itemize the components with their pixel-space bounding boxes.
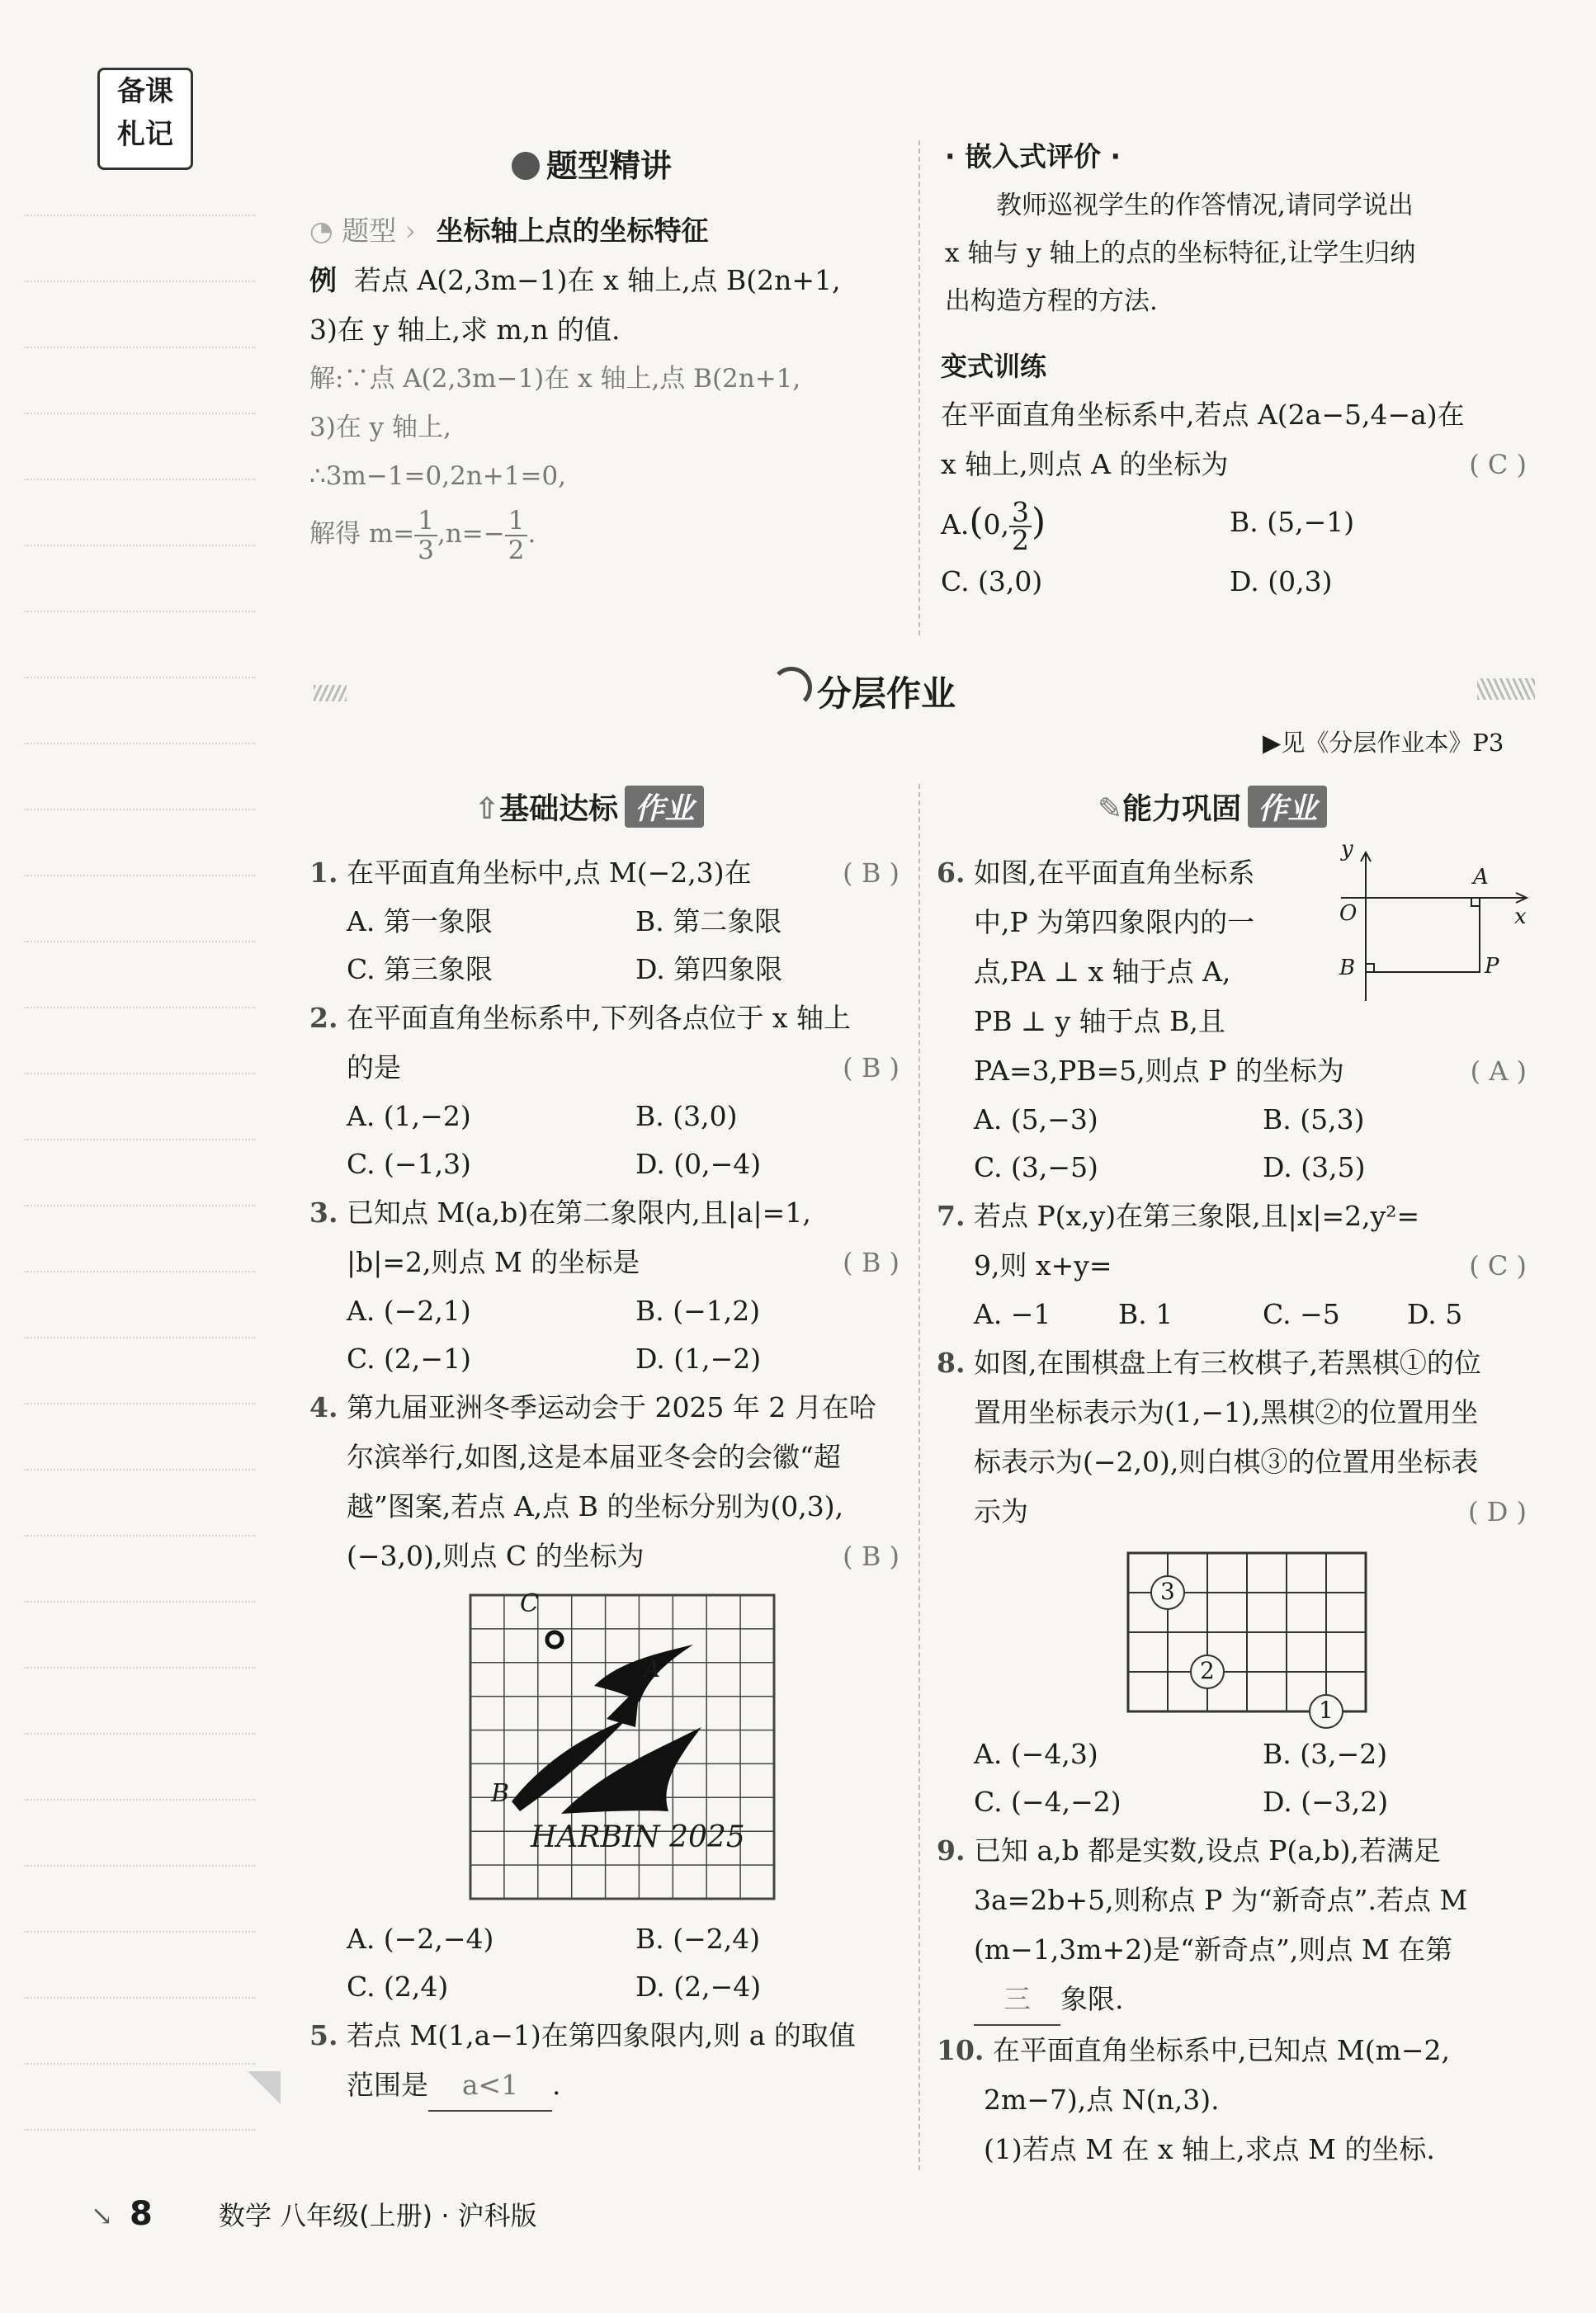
fig6-p: P bbox=[1485, 954, 1499, 979]
q5-line-1: 5. 若点 M(1,a−1)在第四象限内,则 a 的取值 bbox=[309, 2019, 856, 2051]
book-title: 数学 八年级(上册) · 沪科版 bbox=[219, 2200, 537, 2231]
q1-answer: ( B ) bbox=[843, 857, 900, 889]
q9-line-3: (m−1,3m+2)是“新奇点”,则点 M 在第 bbox=[974, 1933, 1453, 1966]
q6-figure bbox=[1324, 837, 1531, 1005]
q7-line-1: 7. 若点 P(x,y)在第三象限,且|x|=2,y²= bbox=[937, 1200, 1420, 1232]
column-divider bbox=[918, 140, 920, 635]
type-title: 坐标轴上点的坐标特征 bbox=[436, 215, 709, 247]
q4-line-4: (−3,0),则点 C 的坐标为 ( B ) bbox=[309, 1532, 900, 1581]
example-question-1: 例 若点 A(2,3m−1)在 x 轴上,点 B(2n+1, bbox=[309, 264, 841, 296]
q9-line-4: 三 象限. bbox=[937, 1975, 1527, 2026]
q6-line-5: PA=3,PB=5,则点 P 的坐标为 ( A ) bbox=[937, 1046, 1527, 1096]
left-column bbox=[309, 848, 900, 2112]
embedded-evaluation bbox=[945, 132, 1523, 325]
coordinate-figure bbox=[1324, 848, 1531, 1005]
q6-line-2: 中,P 为第四象限内的一 bbox=[974, 906, 1255, 938]
q1-line-1: 1. 在平面直角坐标中,点 M(−2,3)在 ( B ) bbox=[309, 848, 900, 898]
section-title-1: 题型精讲 bbox=[512, 140, 672, 186]
fig-harbin-text: HARBIN 2025 bbox=[531, 1820, 745, 1854]
q1-options-2: C. 第三象限 D. 第四象限 bbox=[347, 953, 783, 985]
workbook-reference: ▶见《分层作业本》P3 bbox=[1263, 729, 1504, 757]
q8-answer: ( D ) bbox=[1468, 1496, 1527, 1527]
eval-title: · 嵌入式评价 · bbox=[945, 140, 1121, 172]
q10-line-1: 10. 在平面直角坐标系中,已知点 M(m−2, bbox=[937, 2034, 1450, 2066]
arc-icon bbox=[771, 667, 812, 708]
type-icon: ◔ bbox=[309, 215, 333, 247]
q10-line-3: (1)若点 M 在 x 轴上,求点 M 的坐标. bbox=[984, 2133, 1435, 2165]
q4-line-1: 4. 第九届亚洲冬季运动会于 2025 年 2 月在哈 bbox=[309, 1391, 876, 1423]
q3-options-2: C. (2,−1) D. (1,−2) bbox=[347, 1343, 762, 1375]
variant-training bbox=[941, 342, 1527, 606]
q8-line-2: 置用坐标表示为(1,−1),黑棋②的位置用坐 bbox=[974, 1396, 1479, 1428]
q1-options-1: A. 第一象限 B. 第二象限 bbox=[347, 905, 782, 937]
section-icon bbox=[512, 152, 540, 180]
page-number: 8 bbox=[129, 2195, 153, 2233]
q3-options-1: A. (−2,1) B. (−1,2) bbox=[347, 1295, 761, 1327]
q7-options: A. −1 B. 1 C. −5 D. 5 bbox=[974, 1298, 1463, 1330]
q5-blank[interactable]: a<1 bbox=[428, 2060, 552, 2112]
q6-options-2: C. (3,−5) D. (3,5) bbox=[974, 1151, 1366, 1183]
eval-line-3: 出构造方程的方法. bbox=[945, 286, 1158, 316]
fig6-y: y bbox=[1341, 837, 1353, 861]
arrow-up-icon: ⇧ bbox=[475, 792, 500, 826]
q9-blank[interactable]: 三 bbox=[974, 1975, 1060, 2026]
q7-answer: ( C ) bbox=[1469, 1250, 1527, 1282]
variant-answer: ( C ) bbox=[1469, 449, 1527, 480]
q8-line-1: 8. 如图,在围棋盘上有三枚棋子,若黑棋①的位 bbox=[937, 1347, 1481, 1379]
solution-line-1: 解:∵点 A(2,3m−1)在 x 轴上,点 B(2n+1, bbox=[309, 364, 801, 394]
q3-answer: ( B ) bbox=[843, 1247, 900, 1278]
eval-line-1: 教师巡视学生的作答情况,请同学说出 bbox=[996, 191, 1414, 220]
q8-line-3: 标表示为(−2,0),则白棋③的位置用坐标表 bbox=[974, 1446, 1479, 1478]
leaf-icon: ✎ bbox=[1098, 792, 1123, 826]
type-line: ◔ 题型 › 坐标轴上点的坐标特征 bbox=[309, 215, 709, 247]
logo-grid bbox=[309, 1585, 900, 1915]
variant-option-a: A.(0, $\frac{3}{2}$ ) bbox=[941, 496, 1046, 556]
variant-line-2: x 轴上,则点 A 的坐标为 ( C ) bbox=[941, 440, 1527, 489]
q2-answer: ( B ) bbox=[843, 1052, 900, 1083]
badge-line1: 备课 bbox=[117, 75, 173, 108]
piece-1-label: 1 bbox=[1319, 1697, 1334, 1724]
solution-line-2: 3)在 y 轴上, bbox=[309, 413, 451, 442]
q2-line-2: 的是 ( B ) bbox=[309, 1043, 900, 1093]
left-column-header: ⇧基础达标 作业 bbox=[475, 786, 704, 828]
fig6-b: B bbox=[1339, 956, 1356, 980]
q6-line-4: PB ⊥ y 轴于点 B,且 bbox=[974, 1005, 1225, 1037]
q8-line-4: 示为 ( D ) bbox=[937, 1487, 1527, 1536]
notes-badge bbox=[97, 68, 193, 170]
q7-line-2: 9,则 x+y= ( C ) bbox=[937, 1241, 1527, 1291]
fig6-a: A bbox=[1473, 865, 1489, 890]
badge-line2: 札记 bbox=[117, 118, 173, 151]
right-column-header: ✎能力巩固 作业 bbox=[1098, 786, 1327, 828]
corner-mark bbox=[248, 2071, 281, 2104]
q4-options-2: C. (2,4) D. (2,−4) bbox=[347, 1971, 762, 2003]
q4-line-3: 越”图案,若点 A,点 B 的坐标分别为(0,3), bbox=[347, 1490, 844, 1522]
q3-line-2: |b|=2,则点 M 的坐标是 ( B ) bbox=[309, 1238, 900, 1287]
q4-figure bbox=[309, 1585, 900, 1915]
q8-options-2: C. (−4,−2) D. (−3,2) bbox=[974, 1786, 1389, 1818]
q9-line-2: 3a=2b+5,则称点 P 为“新奇点”.若点 M bbox=[974, 1884, 1468, 1916]
q8-figure bbox=[937, 1545, 1527, 1730]
q6-options-1: A. (5,−3) B. (5,3) bbox=[974, 1103, 1365, 1135]
footer-arrow-icon: ↘ bbox=[91, 2200, 113, 2231]
variant-options-row-1 bbox=[941, 489, 1527, 558]
fig-label-c: C bbox=[520, 1589, 539, 1618]
example-block bbox=[309, 206, 904, 567]
fig-label-b: B bbox=[491, 1779, 510, 1808]
footer bbox=[91, 2195, 537, 2233]
type-label: 题型 bbox=[342, 215, 397, 247]
piece-2-label: 2 bbox=[1200, 1657, 1215, 1684]
q9-line-1: 9. 已知 a,b 都是实数,设点 P(a,b),若满足 bbox=[937, 1834, 1441, 1867]
fig6-o: O bbox=[1339, 901, 1358, 926]
q4-options-1: A. (−2,−4) B. (−2,4) bbox=[347, 1923, 761, 1955]
variant-option-b: B. (5,−1) bbox=[1230, 506, 1355, 538]
variant-title: 变式训练 bbox=[941, 351, 1047, 382]
q5-line-2: 范围是 a<1 . bbox=[309, 2060, 900, 2112]
q8-options-1: A. (−4,3) B. (3,−2) bbox=[974, 1738, 1388, 1770]
go-board bbox=[937, 1545, 1527, 1730]
q4-line-2: 尔滨举行,如图,这是本届亚冬会的会徽“超 bbox=[347, 1441, 841, 1473]
q2-line-1: 2. 在平面直角坐标系中,下列各点位于 x 轴上 bbox=[309, 1002, 852, 1034]
q2-options-2: C. (−1,3) D. (0,−4) bbox=[347, 1148, 762, 1180]
q6-line-3: 点,PA ⊥ x 轴于点 A, bbox=[974, 956, 1231, 988]
piece-3-label: 3 bbox=[1160, 1578, 1175, 1605]
column-divider-2 bbox=[918, 784, 920, 2170]
variant-options-row-2 bbox=[941, 558, 1527, 606]
right-column bbox=[937, 837, 1527, 2174]
solution-line-3: ∴3m−1=0,2n+1=0, bbox=[309, 461, 567, 491]
example-question-2: 3)在 y 轴上,求 m,n 的值. bbox=[309, 314, 621, 346]
eval-line-2: x 轴与 y 轴上的点的坐标特征,让学生归纳 bbox=[945, 238, 1416, 268]
q10-line-2: 2m−7),点 N(n,3). bbox=[984, 2084, 1220, 2116]
q6-answer: ( A ) bbox=[1470, 1055, 1527, 1087]
variant-line-1: 在平面直角坐标系中,若点 A(2a−5,4−a)在 bbox=[941, 399, 1465, 431]
q6-line-1: 6. 如图,在平面直角坐标系 bbox=[937, 857, 1255, 889]
section-title-2: 分层作业 bbox=[817, 667, 956, 716]
q2-options-1: A. (1,−2) B. (3,0) bbox=[347, 1100, 738, 1132]
solution-line-4: 解得 m= $\frac{1}{3}$ ,n=− $\frac{1}{2}$ . bbox=[309, 505, 536, 565]
q4-answer: ( B ) bbox=[843, 1541, 900, 1572]
fig-label-a: A bbox=[644, 1655, 661, 1683]
q3-line-1: 3. 已知点 M(a,b)在第二象限内,且|a|=1, bbox=[309, 1197, 811, 1229]
fig6-x: x bbox=[1514, 904, 1527, 929]
variant-option-d: D. (0,3) bbox=[1230, 565, 1333, 597]
play-arrow-icon: ▶ bbox=[1263, 729, 1282, 757]
section-rule-left bbox=[314, 685, 347, 701]
variant-option-c: C. (3,0) bbox=[941, 565, 1043, 597]
section-rule-right bbox=[1477, 678, 1535, 700]
